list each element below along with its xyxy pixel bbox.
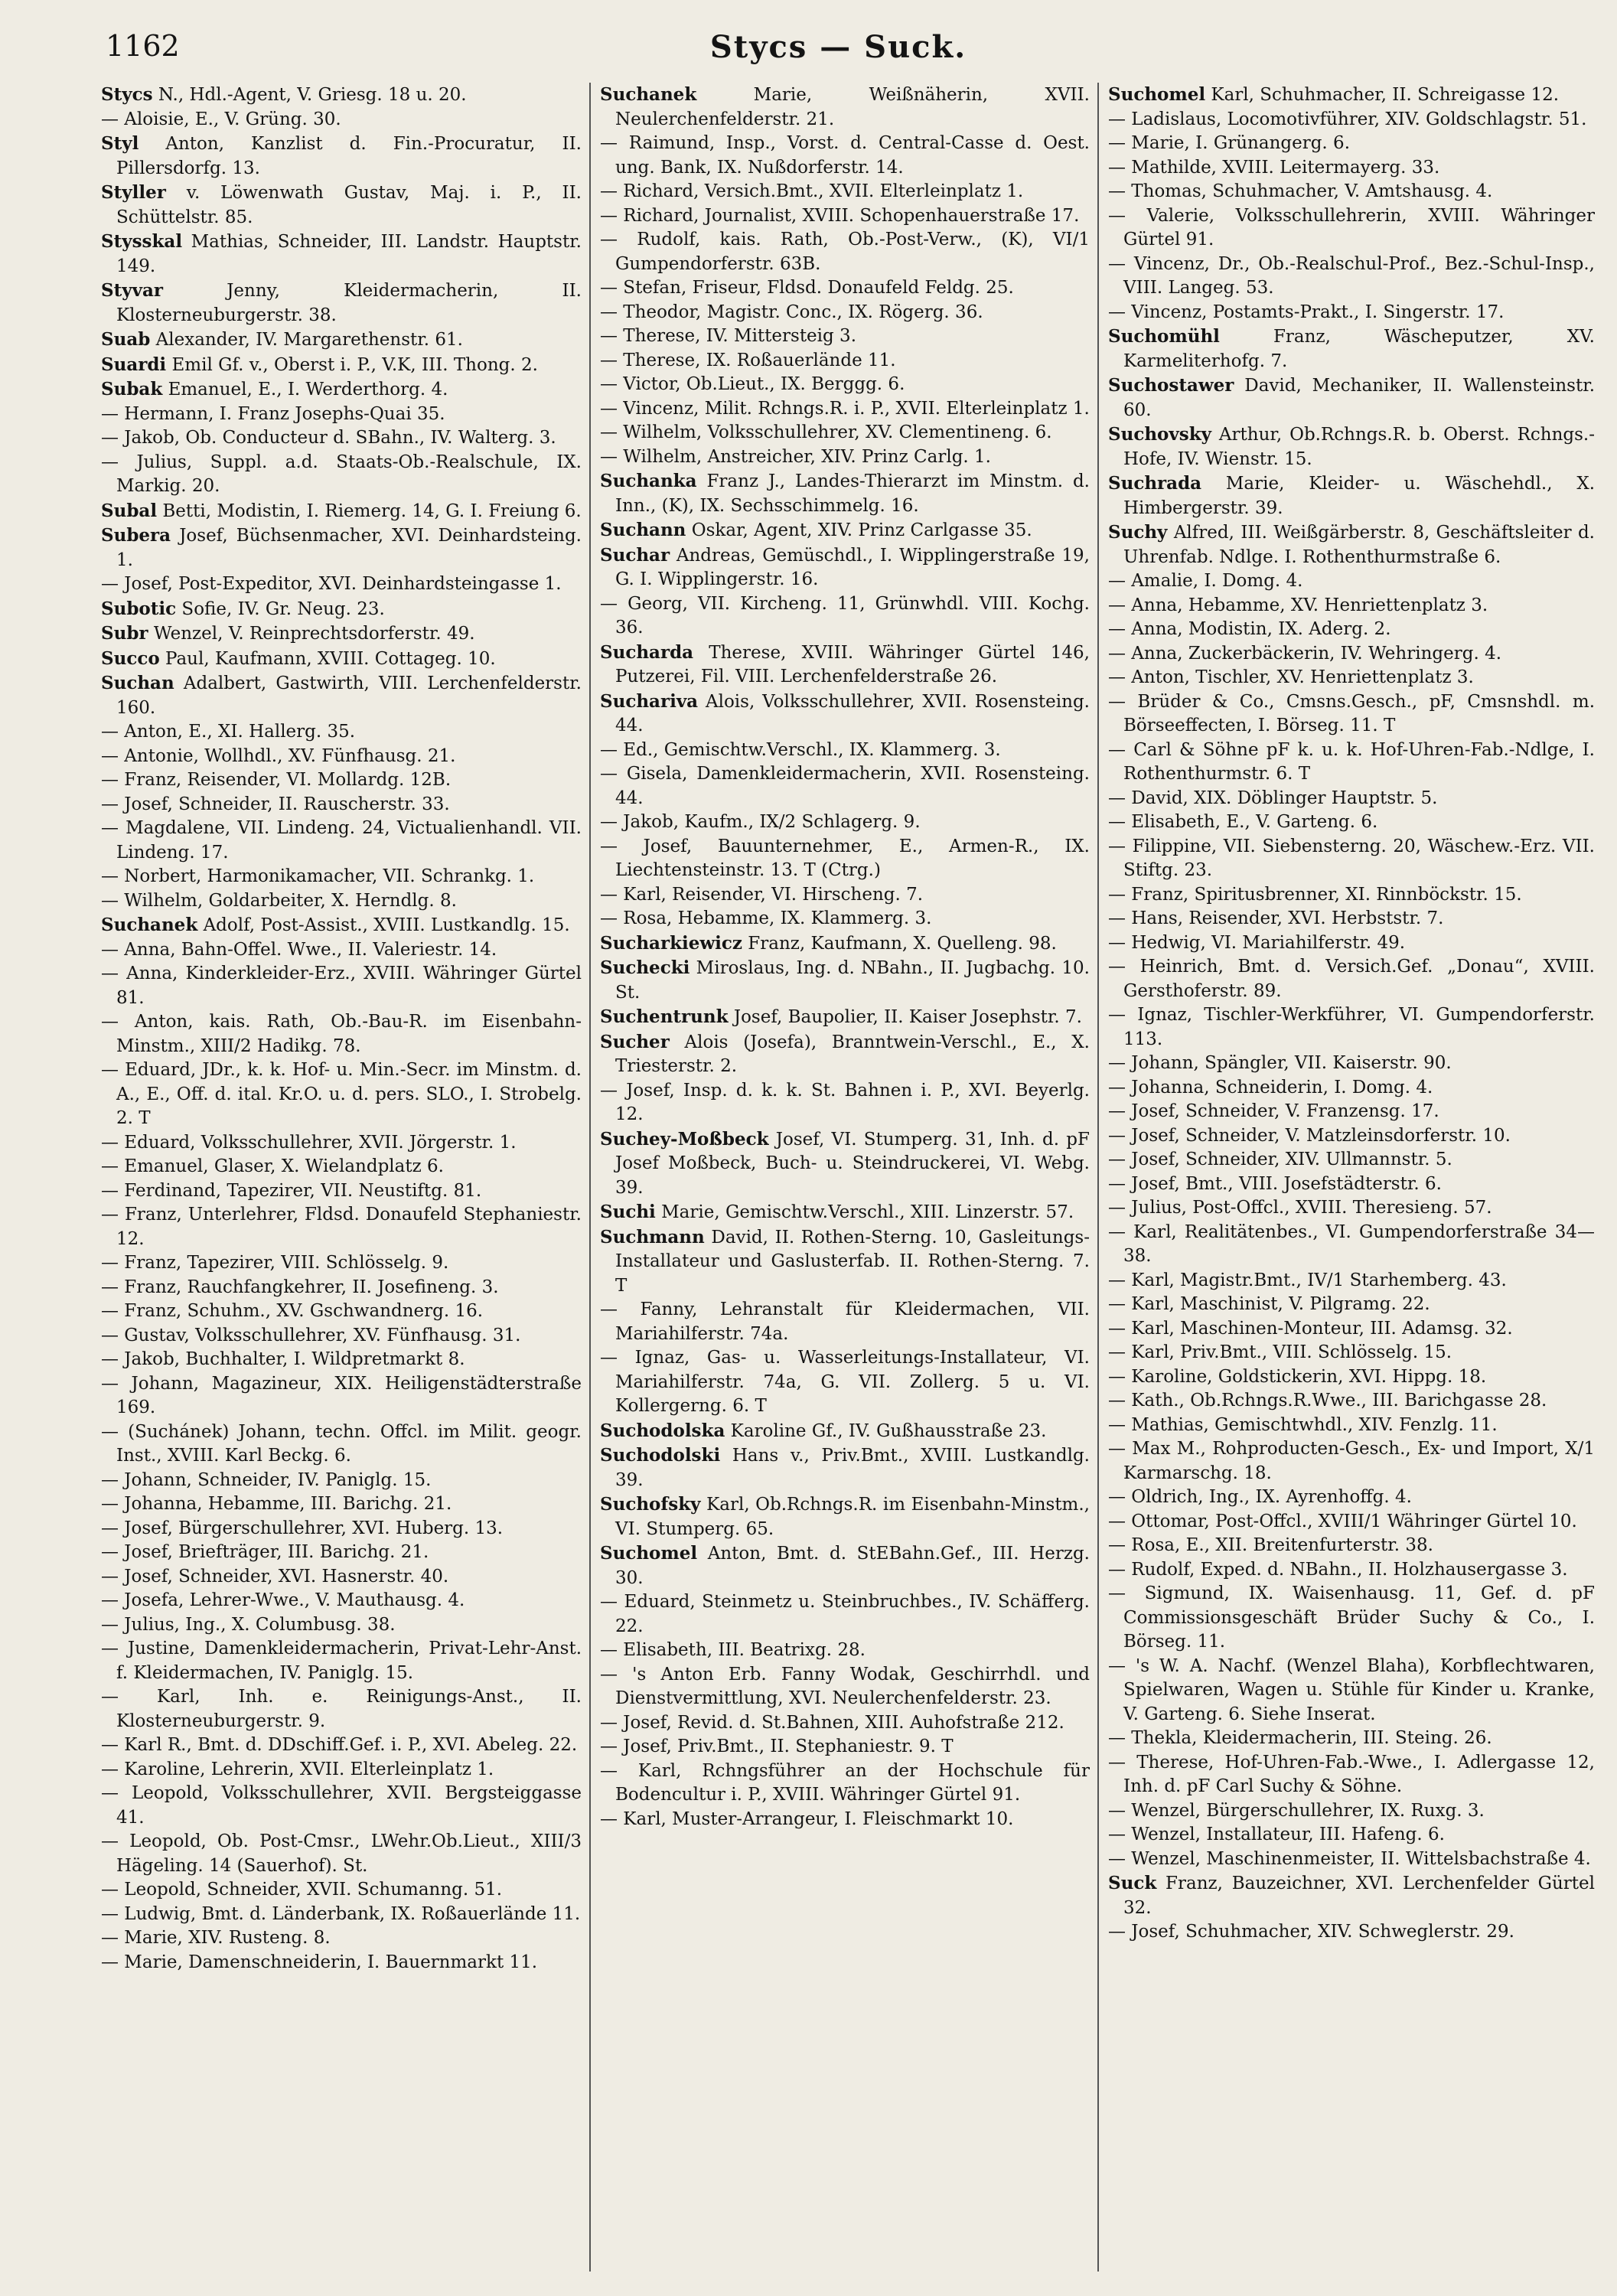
directory-entry: — Josefa, Lehrer-Wwe., V. Mauthausg. 4.	[101, 1590, 465, 1610]
directory-entry: — Amalie, I. Domg. 4.	[1108, 571, 1303, 591]
directory-entry: — Richard, Versich.Bmt., XVII. Elterleinplatz 1.	[600, 181, 1024, 201]
directory-entry: — Therese, IV. Mittersteig 3.	[600, 326, 857, 346]
directory-entry: — Valerie, Volksschullehrerin, XVIII. Währinger Gürtel 91.	[1108, 205, 1595, 249]
directory-entry: Stysskal Mathias, Schneider, III. Landstr. Hauptstr. 149.	[101, 231, 582, 276]
directory-entry: Suchann Oskar, Agent, XIV. Prinz Carlgasse 35.	[600, 520, 1032, 540]
directory-entry: — Rosa, E., XII. Breitenfurterstr. 38.	[1108, 1535, 1433, 1555]
directory-entry: — Theodor, Magistr. Conc., IX. Rögerg. 36.	[600, 302, 983, 322]
directory-entry: — Heinrich, Bmt. d. Versich.Gef. „Donau“, XVIII. Gersthoferstr. 89.	[1108, 957, 1595, 1001]
entry-list-2	[600, 83, 1090, 1831]
directory-entry: — Karl, Realitätenbes., VI. Gumpendorferstraße 34—38.	[1108, 1221, 1595, 1266]
directory-entry: Sucher Alois (Josefa), Branntwein-Verschl., E., X. Triesterstr. 2.	[600, 1031, 1090, 1076]
directory-entry: — Hedwig, VI. Mariahilferstr. 49.	[1108, 932, 1406, 953]
directory-entry: — Norbert, Harmonikamacher, VII. Schrankg. 1.	[101, 866, 535, 886]
directory-entry: — Karl, Priv.Bmt., VIII. Schlösselg. 15.	[1108, 1342, 1452, 1362]
directory-entry: — Leopold, Schneider, XVII. Schumanng. 51.	[101, 1880, 503, 1900]
directory-entry: — Elisabeth, E., V. Garteng. 6.	[1108, 812, 1378, 832]
directory-entry: Sucharda Therese, XVIII. Währinger Gürtel 146, Putzerei, Fil. VIII. Lerchenfelderstraße 26.	[600, 641, 1090, 687]
directory-entry: — Karl, Reisender, VI. Hirscheng. 7.	[600, 884, 924, 905]
directory-entry: — Therese, Hof-Uhren-Fab.-Wwe., I. Adlergasse 12, Inh. d. pF Carl Suchy & Söhne.	[1108, 1752, 1595, 1796]
directory-entry: — Julius, Suppl. a.d. Staats-Ob.-Realschule, IX. Markig. 20.	[101, 452, 582, 496]
directory-entry: Suchariva Alois, Volksschullehrer, XVII. Rosensteing. 44.	[600, 690, 1090, 735]
directory-entry: — Marie, Damenschneiderin, I. Bauernmarkt 11.	[101, 1952, 538, 1972]
directory-entry: — Josef, Post-Expeditor, XVI. Deinhardsteingasse 1.	[101, 574, 562, 594]
directory-entry: — Max M., Rohproducten-Gesch., Ex- und Import, X/1 Karmarschg. 18.	[1108, 1439, 1595, 1483]
directory-entry: — Wenzel, Maschinenmeister, II. Wittelsbachstraße 4.	[1108, 1848, 1591, 1869]
directory-entry: Subal Betti, Modistin, I. Riemerg. 14, G. I. Freiung 6.	[101, 500, 582, 521]
directory-entry: Suardi Emil Gf. v., Oberst i. P., V.K, III. Thong. 2.	[101, 354, 538, 375]
directory-entry: — Ed., Gemischtw.Verschl., IX. Klammerg. 3.	[600, 739, 1001, 760]
directory-entry: — Justine, Damenkleidermacherin, Privat-Lehr-Anst. f. Kleidermachen, IV. Paniglg. 15.	[101, 1639, 582, 1683]
directory-entry: Suchanek Marie, Weißnäherin, XVII. Neulerchenfelderstr. 21.	[600, 84, 1090, 129]
directory-entry: Styvar Jenny, Kleidermacherin, II. Klosterneuburgerstr. 38.	[101, 280, 582, 325]
directory-entry: — Richard, Journalist, XVIII. Schopenhauerstraße 17.	[600, 205, 1080, 226]
column-3	[1108, 83, 1595, 2272]
directory-entry: — Anton, Tischler, XV. Henriettenplatz 3.	[1108, 667, 1474, 687]
directory-entry: Subr Wenzel, V. Reinprechtsdorferstr. 49.	[101, 623, 475, 644]
directory-entry: — Anna, Modistin, IX. Aderg. 2.	[1108, 619, 1391, 639]
directory-columns	[101, 83, 1595, 2272]
directory-entry: — Johann, Spängler, VII. Kaiserstr. 90.	[1108, 1053, 1452, 1073]
directory-entry: — Raimund, Insp., Vorst. d. Central-Casse d. Oest. ung. Bank, IX. Nußdorferstr. 14.	[600, 133, 1090, 178]
directory-entry: — Carl & Söhne pF k. u. k. Hof-Uhren-Fab.-Ndlge, I. Rothenthurmstr. 6. T	[1108, 739, 1595, 784]
directory-entry: Suchomel Anton, Bmt. d. StEBahn.Gef., III. Herzg. 30.	[600, 1543, 1090, 1588]
directory-entry: — Johann, Magazineur, XIX. Heiligenstädterstraße 169.	[101, 1373, 582, 1417]
directory-entry: — Anna, Hebamme, XV. Henriettenplatz 3.	[1108, 595, 1488, 615]
directory-entry: Subak Emanuel, E., I. Werderthorg. 4.	[101, 379, 448, 400]
directory-entry: Suchovsky Arthur, Ob.Rchngs.R. b. Oberst. Rchngs.-Hofe, IV. Wienstr. 15.	[1108, 424, 1595, 469]
directory-entry: Suchanek Adolf, Post-Assist., XVIII. Lustkandlg. 15.	[101, 915, 570, 935]
directory-entry: — Ignaz, Tischler-Werkführer, VI. Gumpendorferstr. 113.	[1108, 1005, 1595, 1049]
directory-entry: Suchomel Karl, Schuhmacher, II. Schreigasse 12.	[1108, 84, 1560, 105]
directory-entry: — Karl, Maschinist, V. Pilgramg. 22.	[1108, 1294, 1430, 1314]
column-divider	[1097, 83, 1099, 2272]
directory-entry: — Thekla, Kleidermacherin, III. Steing. 26.	[1108, 1728, 1492, 1748]
directory-entry: — Ignaz, Gas- u. Wasserleitungs-Installateur, VI. Mariahilferstr. 74a, G. VII. Zollerg. 5 u. VI. Kollergerng. 6. T	[600, 1348, 1090, 1416]
directory-entry: — Stefan, Friseur, Fldsd. Donaufeld Feldg. 25.	[600, 278, 1014, 298]
directory-entry: Styl Anton, Kanzlist d. Fin.-Procuratur, II. Pillersdorfg. 13.	[101, 133, 582, 178]
column-2	[600, 83, 1090, 2272]
directory-entry: — Franz, Reisender, VI. Mollardg. 12B.	[101, 770, 452, 790]
directory-entry: — Antonie, Wollhdl., XV. Fünfhausg. 21.	[101, 745, 456, 766]
directory-entry: — Georg, VII. Kircheng. 11, Grünwhdl. VIII. Kochg. 36.	[600, 593, 1090, 638]
directory-entry: — Mathilde, XVIII. Leitermayerg. 33.	[1108, 157, 1440, 178]
directory-entry: — Ferdinand, Tapezirer, VII. Neustiftg. 81.	[101, 1180, 482, 1201]
directory-entry: — Josef, Schneider, II. Rauscherstr. 33.	[101, 794, 450, 814]
directory-entry: — Wenzel, Bürgerschullehrer, IX. Ruxg. 3.	[1108, 1800, 1485, 1821]
directory-entry: — Josef, Bmt., VIII. Josefstädterstr. 6.	[1108, 1173, 1442, 1194]
directory-entry: — Josef, Schneider, XVI. Hasnerstr. 40.	[101, 1566, 449, 1587]
directory-entry: — Jakob, Ob. Conducteur d. SBahn., IV. Walterg. 3.	[101, 428, 556, 448]
directory-entry: — Jakob, Buchhalter, I. Wildpretmarkt 8.	[101, 1349, 465, 1369]
directory-entry: — Karl, Rchngsführer an der Hochschule für Bodencultur i. P., XVIII. Währinger Gürtel 91.	[600, 1760, 1090, 1805]
page-header	[106, 29, 1571, 83]
directory-entry: — Eduard, JDr., k. k. Hof- u. Min.-Secr. im Minstm. d. A., E., Off. d. ital. Kr.O. u. d. pers. SLO., I. Strobelg. 2. T	[101, 1060, 582, 1128]
directory-entry: Suchodolski Hans v., Priv.Bmt., XVIII. Lustkandlg. 39.	[600, 1445, 1090, 1490]
directory-entry: — Anna, Zuckerbäckerin, IV. Wehringerg. 4.	[1108, 643, 1502, 664]
entry-list-3	[1108, 83, 1595, 1945]
directory-entry: Suck Franz, Bauzeichner, XVI. Lerchenfelder Gürtel 32.	[1108, 1873, 1595, 1918]
directory-entry: Suchomühl Franz, Wäscheputzer, XV. Karmeliterhofg. 7.	[1108, 326, 1595, 371]
directory-entry: — Josef, Bürgerschullehrer, XVI. Huberg. 13.	[101, 1518, 504, 1538]
directory-entry: — Elisabeth, III. Beatrixg. 28.	[600, 1640, 866, 1660]
directory-entry: — Marie, XIV. Rusteng. 8.	[101, 1928, 331, 1948]
directory-entry: — Franz, Rauchfangkehrer, II. Josefineng. 3.	[101, 1277, 499, 1297]
running-head: Stycs — Suck.	[709, 29, 967, 65]
directory-entry: Suchostawer David, Mechaniker, II. Wallensteinstr. 60.	[1108, 375, 1595, 420]
directory-entry: — Hermann, I. Franz Josephs-Quai 35.	[101, 403, 445, 424]
directory-entry: — Johanna, Schneiderin, I. Domg. 4.	[1108, 1077, 1433, 1097]
directory-entry: Suchan Adalbert, Gastwirth, VIII. Lerchenfelderstr. 160.	[101, 673, 582, 718]
directory-entry: — Josef, Schuhmacher, XIV. Schweglerstr. 29.	[1108, 1922, 1514, 1942]
directory-entry: Subera Josef, Büchsenmacher, XVI. Deinhardsteing. 1.	[101, 525, 582, 570]
directory-entry: — Filippine, VII. Siebensterng. 20, Wäschew.-Erz. VII. Stiftg. 23.	[1108, 836, 1595, 880]
directory-entry: — Eduard, Steinmetz u. Steinbruchbes., IV. Schäfferg. 22.	[600, 1592, 1090, 1636]
directory-entry: Suchar Andreas, Gemüschdl., I. Wipplingerstraße 19, G. I. Wipplingerstr. 16.	[600, 544, 1090, 589]
directory-entry: — Ladislaus, Locomotivführer, XIV. Goldschlagstr. 51.	[1108, 109, 1587, 129]
directory-entry: Suchrada Marie, Kleider- u. Wäschehdl., X. Himbergerstr. 39.	[1108, 473, 1595, 518]
directory-entry: — Karl, Muster-Arrangeur, I. Fleischmarkt 10.	[600, 1808, 1014, 1829]
directory-entry: — Karl, Magistr.Bmt., IV/1 Starhemberg. 43.	[1108, 1270, 1507, 1290]
directory-entry: — Fanny, Lehranstalt für Kleidermachen, VII. Mariahilferstr. 74a.	[600, 1300, 1090, 1344]
directory-entry: — Magdalene, VII. Lindeng. 24, Victualienhandl. VII. Lindeng. 17.	[101, 818, 582, 863]
directory-entry: — Anton, kais. Rath, Ob.-Bau-R. im Eisenbahn-Minstm., XIII/2 Hadikg. 78.	[101, 1012, 582, 1056]
directory-entry: — 's W. A. Nachf. (Wenzel Blaha), Korbflechtwaren, Spielwaren, Wagen u. Stühle für Kinder u. Kranke, V. Garteng. 6. Siehe Inserat.	[1108, 1655, 1595, 1724]
directory-entry: Suab Alexander, IV. Margarethenstr. 61.	[101, 329, 463, 350]
directory-entry: Suchy Alfred, III. Weißgärberstr. 8, Geschäftsleiter d. Uhrenfab. Ndlge. I. Rothenthurmstraße 6.	[1108, 522, 1595, 567]
directory-entry: — Victor, Ob.Lieut., IX. Berggg. 6.	[600, 374, 905, 394]
directory-entry: Suchmann David, II. Rothen-Sterng. 10, Gasleitungs-Installateur und Gaslusterfab. II. Rothen-Sterng. 7. T	[600, 1226, 1090, 1296]
directory-entry: Suchodolska Karoline Gf., IV. Gußhausstraße 23.	[600, 1420, 1047, 1441]
directory-entry: — Wilhelm, Anstreicher, XIV. Prinz Carlg. 1.	[600, 446, 991, 467]
column-divider	[589, 83, 591, 2272]
directory-entry: — Josef, Priv.Bmt., II. Stephaniestr. 9. T	[600, 1737, 954, 1756]
directory-entry: — Marie, I. Grünangerg. 6.	[1108, 133, 1351, 153]
directory-entry: — Josef, Schneider, V. Franzensg. 17.	[1108, 1101, 1439, 1121]
directory-entry: — David, XIX. Döblinger Hauptstr. 5.	[1108, 788, 1438, 808]
directory-entry: — Josef, Briefträger, III. Barichg. 21.	[101, 1542, 429, 1562]
directory-entry: — Vincenz, Dr., Ob.-Realschul-Prof., Bez.-Schul-Insp., VIII. Langeg. 53.	[1108, 253, 1595, 298]
directory-entry: — Ottomar, Post-Offcl., XVIII/1 Währinger Gürtel 10.	[1108, 1511, 1577, 1531]
directory-entry: — Franz, Tapezirer, VIII. Schlösselg. 9.	[101, 1253, 449, 1273]
directory-entry: — Anna, Bahn-Offel. Wwe., II. Valeriestr. 14.	[101, 939, 497, 960]
directory-entry: — Franz, Schuhm., XV. Gschwandnerg. 16.	[101, 1301, 484, 1321]
directory-entry: Styller v. Löwenwath Gustav, Maj. i. P., II. Schüttelstr. 85.	[101, 182, 582, 227]
directory-entry: — Gisela, Damenkleidermacherin, XVII. Rosensteing. 44.	[600, 764, 1090, 808]
directory-entry: — Karl, Inh. e. Reinigungs-Anst., II. Klosterneuburgerstr. 9.	[101, 1687, 582, 1731]
entry-list-1	[101, 83, 582, 1975]
directory-entry: — Wenzel, Installateur, III. Hafeng. 6.	[1108, 1825, 1445, 1844]
directory-entry: — Karoline, Lehrerin, XVII. Elterleinplatz 1.	[101, 1759, 494, 1779]
directory-entry: — Leopold, Ob. Post-Cmsr., LWehr.Ob.Lieut., XIII/3 Hägeling. 14 (Sauerhof). St.	[101, 1831, 582, 1876]
directory-entry: Stycs N., Hdl.-Agent, V. Griesg. 18 u. 20.	[101, 84, 467, 105]
directory-entry: — Ludwig, Bmt. d. Länderbank, IX. Roßauerlände 11.	[101, 1903, 581, 1924]
directory-entry: — Julius, Post-Offcl., XVIII. Theresieng. 57.	[1108, 1198, 1492, 1218]
directory-entry: Suchofsky Karl, Ob.Rchngs.R. im Eisenbahn-Minstm., VI. Stumperg. 65.	[600, 1494, 1090, 1539]
page-number: 1162	[106, 29, 180, 63]
directory-entry: — Karl R., Bmt. d. DDschiff.Gef. i. P., XVI. Abeleg. 22.	[101, 1735, 578, 1755]
directory-entry: — Josef, Revid. d. St.Bahnen, XIII. Auhofstraße 212.	[600, 1712, 1064, 1733]
directory-entry: — Julius, Ing., X. Columbusg. 38.	[101, 1614, 396, 1635]
directory-entry: — Wilhelm, Volksschullehrer, XV. Clementineng. 6.	[600, 422, 1052, 442]
directory-entry: — Mathias, Gemischtwhdl., XIV. Fenzlg. 11.	[1108, 1414, 1498, 1435]
directory-entry: — 's Anton Erb. Fanny Wodak, Geschirrhdl. und Dienstvermittlung, XVI. Neulerchenfelderstr. 23.	[600, 1664, 1090, 1708]
directory-entry: — Brüder & Co., Cmsns.Gesch., pF, Cmsnshdl. m. Börseeffecten, I. Börseg. 11. T	[1108, 691, 1595, 735]
directory-entry: Suchanka Franz J., Landes-Thierarzt im Minstm. d. Inn., (K), IX. Sechsschimmelg. 16.	[600, 471, 1090, 516]
directory-entry: — Anton, E., XI. Hallerg. 35.	[101, 722, 356, 742]
directory-entry: — Rudolf, kais. Rath, Ob.-Post-Verw., (K), VI/1 Gumpendorferstr. 63B.	[600, 230, 1090, 274]
directory-entry: — Gustav, Volksschullehrer, XV. Fünfhausg. 31.	[101, 1325, 521, 1345]
directory-entry: Suchey-Moßbeck Josef, VI. Stumperg. 31, Inh. d. pF Josef Moßbeck, Buch- u. Steindruckerei, VI. Webg. 39.	[600, 1128, 1090, 1198]
directory-entry: — (Suchánek) Johann, techn. Offcl. im Milit. geogr. Inst., XVIII. Karl Beckg. 6.	[101, 1421, 582, 1466]
directory-entry: — Franz, Unterlehrer, Fldsd. Donaufeld Stephaniestr. 12.	[101, 1205, 582, 1249]
directory-entry: — Oldrich, Ing., IX. Ayrenhoffg. 4.	[1108, 1487, 1412, 1507]
directory-entry: — Franz, Spiritusbrenner, XI. Rinnböckstr. 15.	[1108, 884, 1522, 905]
directory-entry: Sucharkiewicz Franz, Kaufmann, X. Quelleng. 98.	[600, 932, 1057, 954]
directory-entry: — Josef, Insp. d. k. k. St. Bahnen i. P., XVI. Beyerlg. 12.	[600, 1080, 1090, 1124]
directory-entry: — Aloisie, E., V. Grüng. 30.	[101, 109, 341, 129]
directory-entry: — Emanuel, Glaser, X. Wielandplatz 6.	[101, 1156, 444, 1176]
directory-entry: — Wilhelm, Goldarbeiter, X. Herndlg. 8.	[101, 890, 457, 911]
directory-entry: — Karoline, Goldstickerin, XVI. Hippg. 18.	[1108, 1366, 1487, 1387]
directory-entry: — Johanna, Hebamme, III. Barichg. 21.	[101, 1494, 452, 1514]
directory-entry: Suchi Marie, Gemischtw.Verschl., XIII. Linzerstr. 57.	[600, 1202, 1074, 1222]
directory-entry: — Rosa, Hebamme, IX. Klammerg. 3.	[600, 908, 932, 928]
directory-entry: — Thomas, Schuhmacher, V. Amtshausg. 4.	[1108, 181, 1493, 201]
directory-entry: — Therese, IX. Roßauerlände 11.	[600, 350, 896, 370]
directory-entry: — Kath., Ob.Rchngs.R.Wwe., III. Barichgasse 28.	[1108, 1391, 1547, 1411]
directory-entry: — Vincenz, Milit. Rchngs.R. i. P., XVII. Elterleinplatz 1.	[600, 398, 1090, 419]
directory-entry: — Rudolf, Exped. d. NBahn., II. Holzhausergasse 3.	[1108, 1559, 1568, 1580]
directory-entry: Succo Paul, Kaufmann, XVIII. Cottageg. 10.	[101, 647, 496, 669]
directory-entry: — Vincenz, Postamts-Prakt., I. Singerstr. 17.	[1108, 302, 1505, 322]
directory-entry: — Josef, Schneider, XIV. Ullmannstr. 5.	[1108, 1150, 1452, 1169]
directory-entry: — Jakob, Kaufm., IX/2 Schlagerg. 9.	[600, 812, 921, 832]
directory-entry: Subotic Sofie, IV. Gr. Neug. 23.	[101, 598, 385, 619]
directory-entry: — Anna, Kinderkleider-Erz., XVIII. Währinger Gürtel 81.	[101, 964, 582, 1008]
directory-entry: Sucheckі Miroslaus, Ing. d. NBahn., II. Jugbachg. 10. St.	[600, 957, 1090, 1003]
directory-entry: — Josef, Bauunternehmer, E., Armen-R., IX. Liechtensteinstr. 13. T (Ctrg.)	[600, 836, 1090, 880]
directory-entry: — Sigmund, IX. Waisenhausg. 11, Gef. d. pF Commissionsgeschäft Brüder Suchy & Co., I. Börseg. 11.	[1108, 1583, 1595, 1652]
directory-entry: — Johann, Schneider, IV. Paniglg. 15.	[101, 1469, 432, 1490]
directory-entry: — Hans, Reisender, XVI. Herbststr. 7.	[1108, 908, 1444, 928]
directory-entry: — Karl, Maschinen-Monteur, III. Adamsg. 32.	[1108, 1318, 1513, 1339]
directory-entry: — Eduard, Volksschullehrer, XVII. Jörgerstr. 1.	[101, 1132, 517, 1153]
directory-entry: — Leopold, Volksschullehrer, XVII. Bergsteiggasse 41.	[101, 1783, 582, 1828]
directory-entry: Suchentrunk Josef, Baupolier, II. Kaiser Josephstr. 7.	[600, 1006, 1082, 1027]
column-1	[101, 83, 582, 2272]
directory-entry: — Josef, Schneider, V. Matzleinsdorferstr. 10.	[1108, 1125, 1511, 1146]
